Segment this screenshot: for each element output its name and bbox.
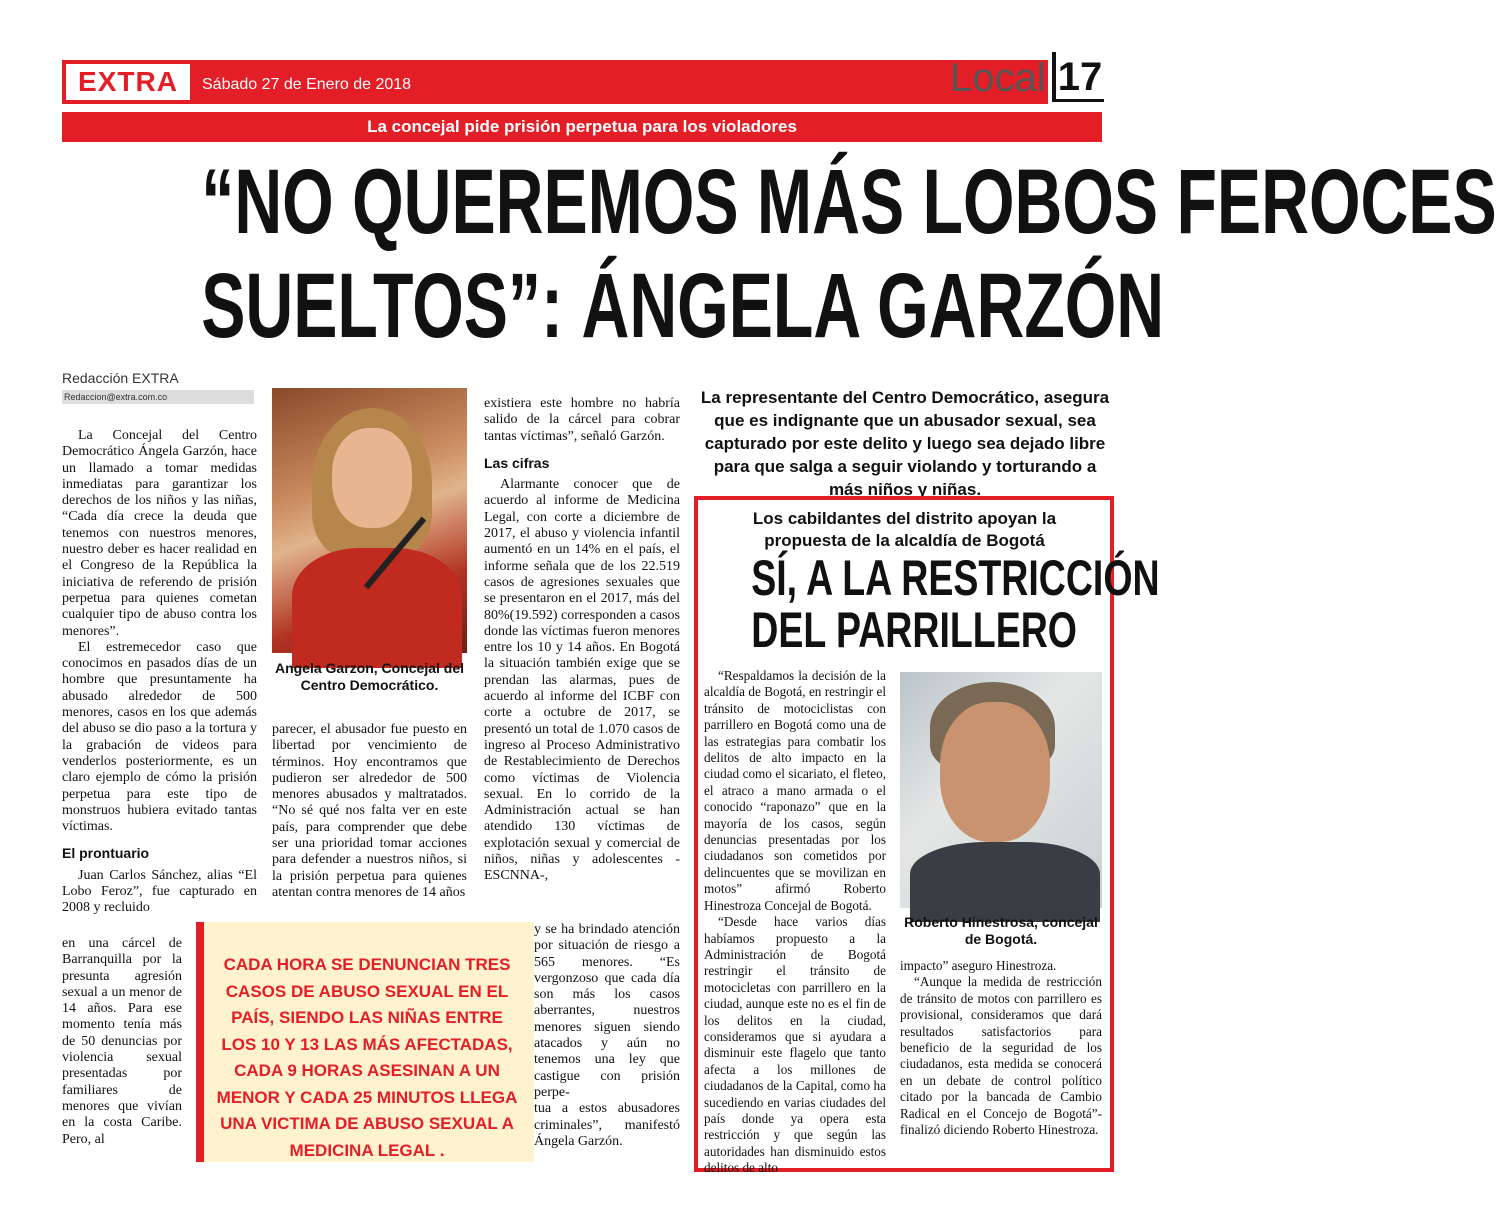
sidebar-column-1 <box>704 668 886 1177</box>
paragraph: “Respaldamos la decisión de la alcaldía de Bogotá, en restringir el tránsito de motociclistas con parrillero en Bogotá como una de las estrategias para combatir los delitos de alto impacto en la ciudad como el sicariato, el fleteo, el atraco a mano armada o el conocido “raponazo” que en la mayoría de los casos, según denuncias presentadas por los ciudadanos son cometidos por delincuentes que se movilizan en motos” afirmó Roberto Hinestroza Concejal de Bogotá. <box>704 668 886 913</box>
paragraph: La Concejal del Centro Democrático Ángela Garzón, hace un llamado a tomar medidas inmediatas para garantizar los derechos de los niños y las niñas, “Cada día crece la deuda que tenemos con nuestros menores, nuestro deber es hacer realidad en el Congreso de la República la iniciativa de referendo de prisión perpetua para quienes cometan cualquier tipo de abuso contra los menores”. <box>62 428 257 639</box>
sidebar-headline-line-1: SÍ, A LA RESTRICCIÓN <box>751 550 1160 606</box>
paragraph: “Aunque la medida de restricción de tránsito de motos con parrillero es provisional, consideramos que dará resultados satisfactorios para beneficio de la seguridad de los ciudadanos, esta medida se conocerá en un debate de control político citado por la bancada de Cambio Radical en el Concejo de Bogotá”- finalizó diciendo Roberto Hinestroza. <box>900 974 1102 1138</box>
article-column-2 <box>272 722 467 901</box>
article-column-3 <box>484 396 680 885</box>
article-headline <box>201 150 1497 358</box>
paragraph: en una cárcel de Barranquilla por la presunta agresión sexual a un menor de 14 años. Para ese momento tenía más de 50 denuncias por violencia sexual presentadas por familiares de menores que vivían en la costa Caribe. Pero, al <box>62 936 182 1147</box>
byline: Redacción EXTRA <box>62 370 179 386</box>
article-column-1-continued <box>62 936 182 1148</box>
photo-angela-garzon <box>272 388 467 653</box>
headline-line-2: SUELTOS”: ÁNGELA GARZÓN <box>201 255 1165 357</box>
newspaper-logo <box>66 64 190 100</box>
section-name: Local <box>950 56 1046 100</box>
paragraph: parecer, el abusador fue puesto en libertad por vencimiento de términos. Hoy encontramos que pudieron ser alrededor de 500 menores abusados y maltratados. “No sé qué nos falta ver en este país, para comprender que debe ser una prioridad tomar acciones para defender a nuestros niños, si la prisión perpetua para quienes atentan contra menores de 14 años <box>272 722 467 900</box>
paragraph: “Desde hace varios días habíamos propuesto a la Administración de Bogotá restringir el tránsito de motocicletas con parrillero en la ciudad, aunque este no es el fin de los delitos en la ciudad, consideramos que si ayudara a disminuir este flagelo que tanto afecta a los millones de ciudadanos de la Capital, como ha sucediendo en varias ciudades del país donde ya opera esta restricción y que según las autoridades han disminuido estos delitos de alto <box>704 914 886 1176</box>
sidebar-column-2 <box>900 958 1102 1138</box>
paragraph: tua a estos abusadores criminales”, manifestó Ángela Garzón. <box>534 1101 680 1149</box>
paragraph: existiera este hombre no habría salido de la cárcel para cobrar tantas víctimas”, señaló Garzón. <box>484 396 680 444</box>
paragraph: Juan Carlos Sánchez, alias “El Lobo Feroz”, fue capturado en 2008 y recluido <box>62 867 257 916</box>
callout-text: CADA HORA SE DENUNCIAN TRES CASOS DE ABUSO SEXUAL EN EL PAÍS, SIENDO LAS NIÑAS ENTRE LOS 10 Y 13 LAS MÁS AFECTADAS, CADA 9 HORAS ASESINAN A UN MENOR Y CADA 25 MINUTOS LLEGA UNA VICTIMA DE ABUSO SEXUAL A MEDICINA LEGAL . <box>216 955 518 1160</box>
article-column-1 <box>62 428 257 917</box>
photo-caption: Roberto Hinestrosa, concejal de Bogotá. <box>904 914 1098 947</box>
headline-line-1: “NO QUEREMOS MÁS LOBOS FEROCES <box>201 151 1497 253</box>
page-number: 17 <box>1052 52 1104 102</box>
photo-roberto-hinestrosa <box>900 672 1102 908</box>
paragraph: y se ha brindado atención por situación de riesgo a 565 menores. “Es vergonzoso que cada día son más los casos aberrantes, nuestros menores siguen siendo atacados y aún no tenemos una ley que castigue con prisión perpe- <box>534 922 680 1100</box>
photo-caption: Angela Garzon, Concejal del Centro Democrático. <box>274 660 465 693</box>
subhead-cifras: Las cifras <box>484 454 550 471</box>
sidebar-kicker: Los cabildantes del distrito apoyan la propuesta de la alcaldía de Bogotá <box>752 509 1057 550</box>
article-kicker: La concejal pide prisión perpetua para los violadores <box>62 112 1102 142</box>
paragraph: impacto” aseguro Hinestroza. <box>900 958 1057 973</box>
paragraph: Alarmante conocer que de acuerdo al informe de Medicina Legal, con corte a diciembre de 2017, el abuso y violencia infantil aumentó en un 14% en el país, el informe señala que de los 22.519 casos de agresiones sexuales que se presentaron en el 2017, más del 80%(19.592) corresponden a casos donde las víctimas fueron menores entre los 10 y 14 años. En Bogotá la situación también exige que se prendan las alarmas, pues de acuerdo al informe del ICBF con corte a octubre de 2017, se presentó un total de 1.070 casos de ingreso al Proceso Administrativo de Restablecimiento de Derechos como víctimas de Violencia sexual. En lo corrido de la Administración actual se han atendido 130 víctimas de explotación sexual y comercial de niños, niñas y adolescentes -ESCNNA-, <box>484 477 680 884</box>
paragraph: El estremecedor caso que conocimos en pasados días de un hombre que presuntamente ha abusado alrededor de 500 menores, casos en los que además del abuso se dio paso a la tortura y la grabación de videos para venderlos posteriormente, es un claro ejemplo de cómo la prisión perpetua para este tipo de monstruos hubiera evitado tantas víctimas. <box>62 639 257 835</box>
subhead-prontuario: El prontuario <box>62 845 150 862</box>
logo-text: EXTRA <box>78 66 178 97</box>
byline-email: Redaccion@extra.com.co <box>62 390 254 404</box>
article-column-3-continued <box>534 922 680 1150</box>
article-lead: La representante del Centro Democrático, asegura que es indignante que un abusador sexual, sea capturado por este delito y luego sea dejado libre para que salga a seguir violando y torturando a más niños y niñas. <box>700 388 1110 499</box>
sidebar-headline-line-2: DEL PARRILLERO <box>751 602 1077 658</box>
issue-date: Sábado 27 de Enero de 2018 <box>202 76 412 93</box>
sidebar-headline <box>751 550 1160 658</box>
